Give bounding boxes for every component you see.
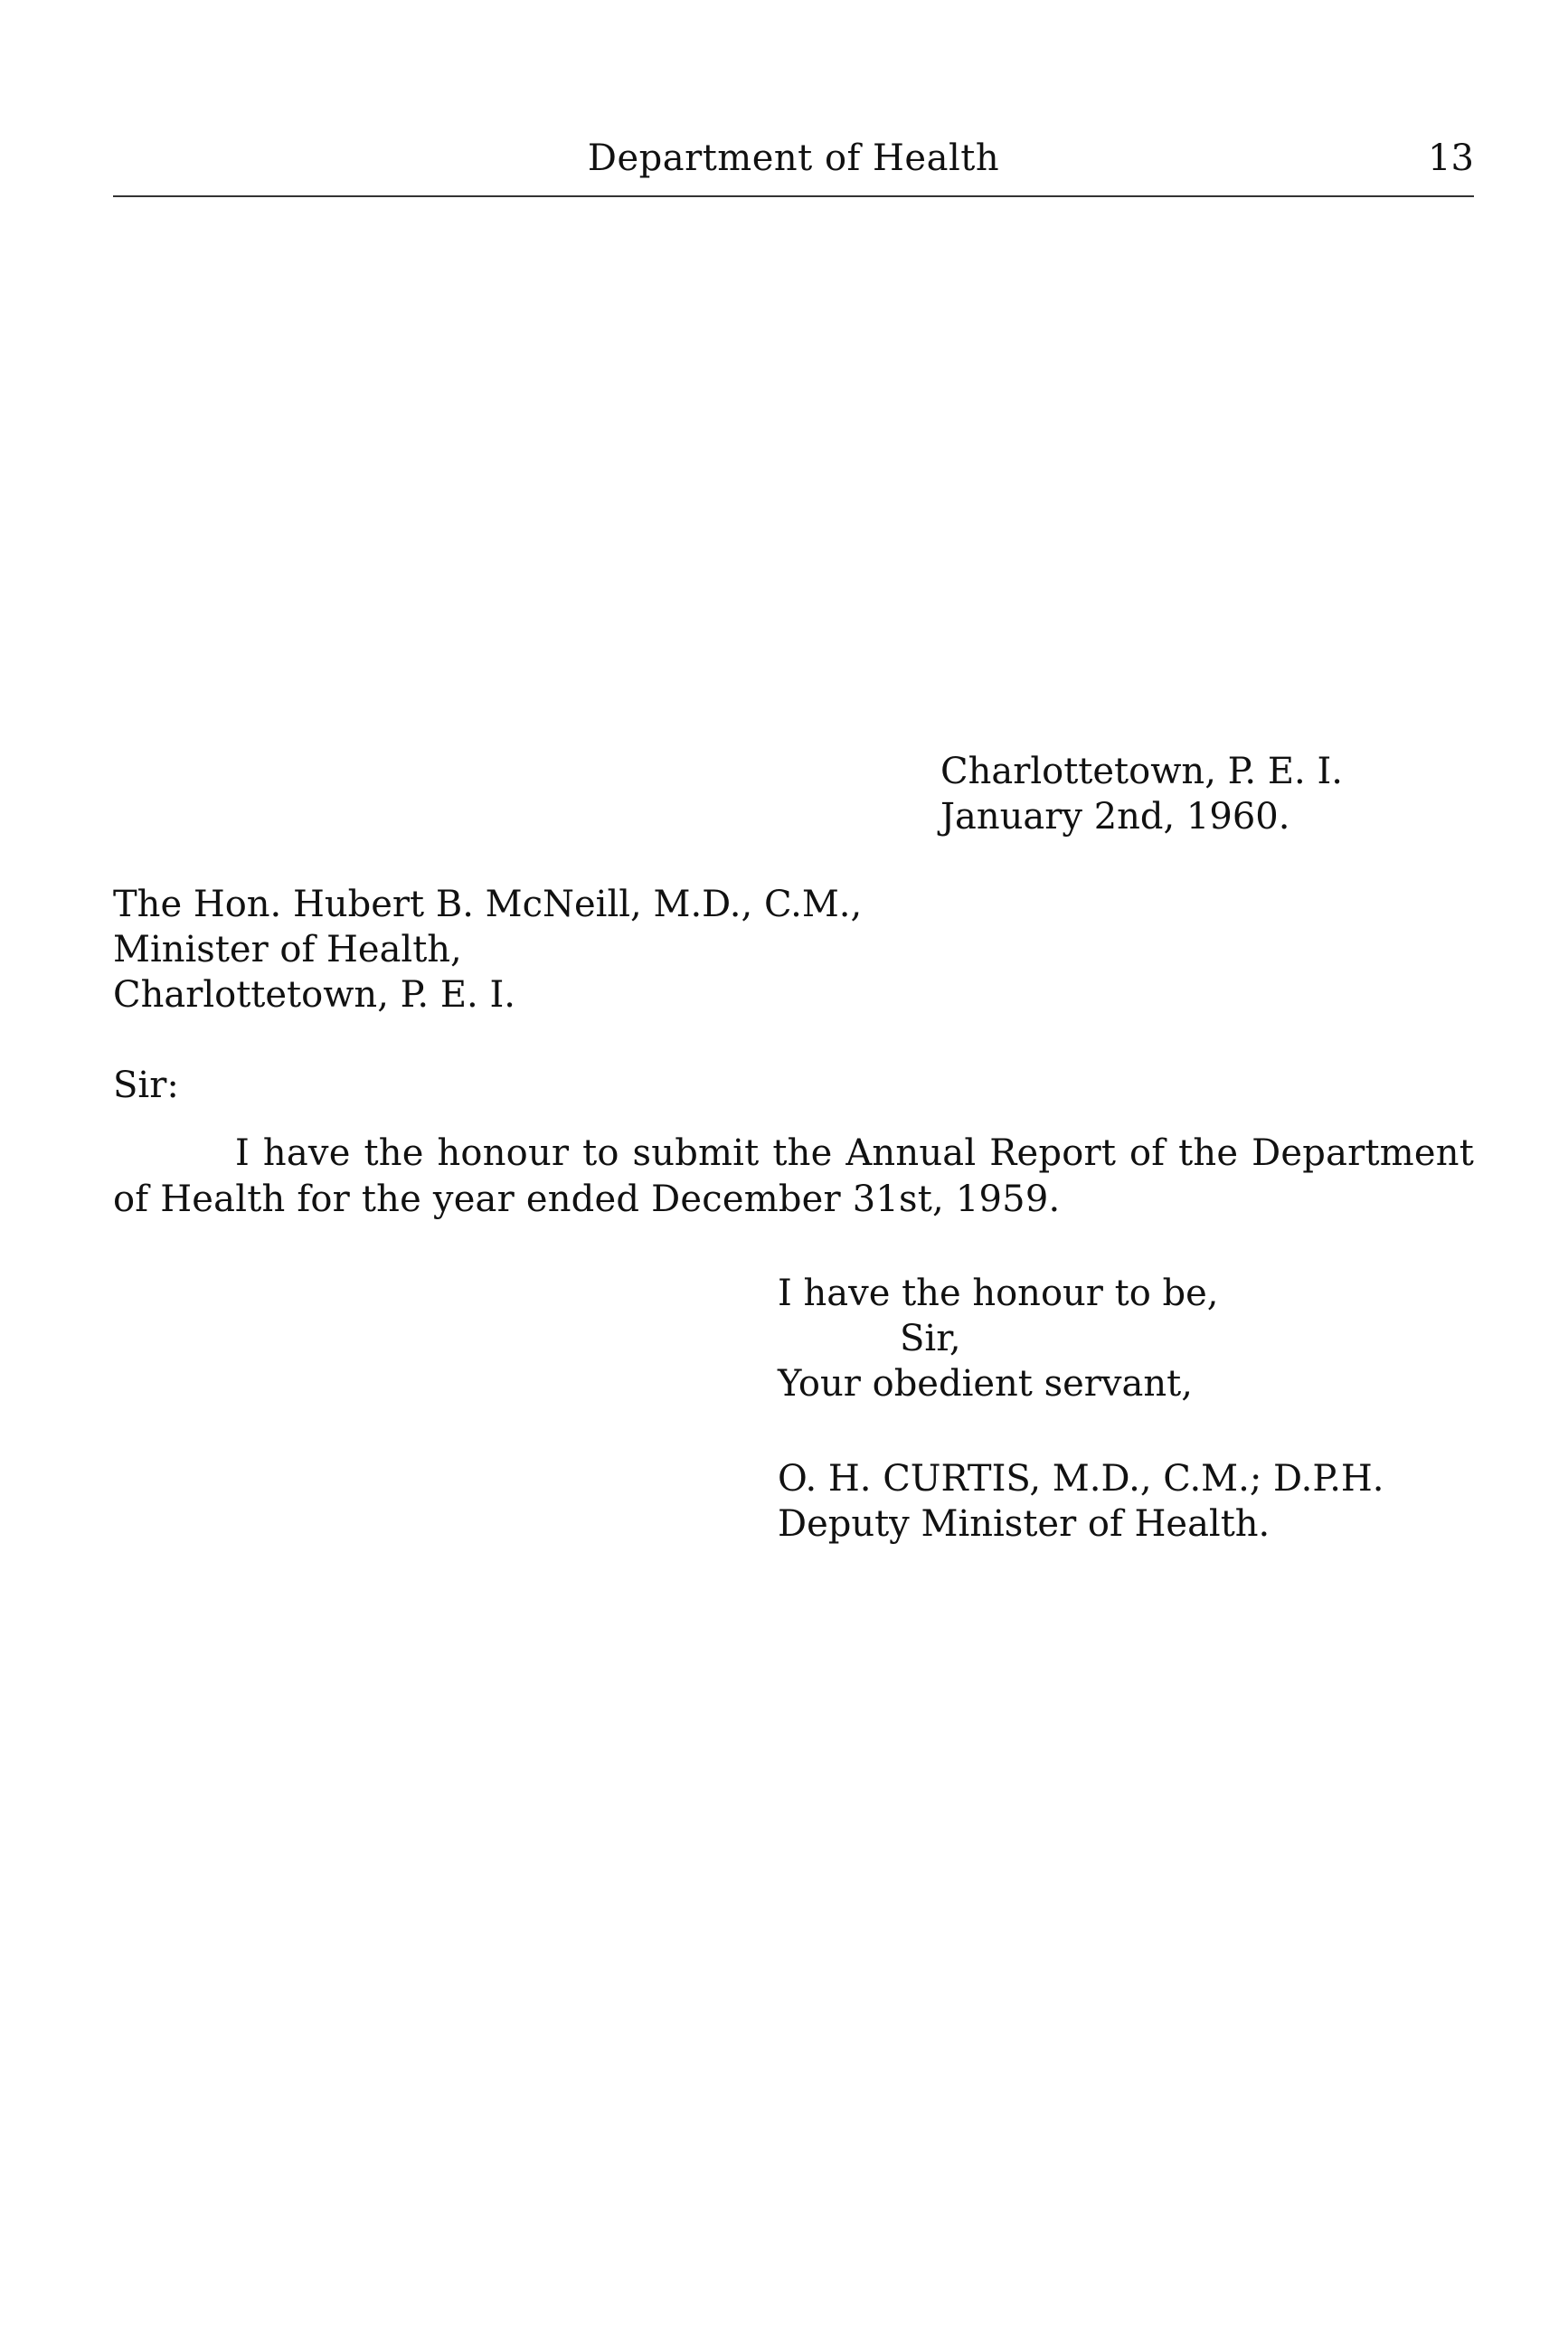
header-title: Department of Health	[587, 137, 1000, 179]
signature-name: O. H. CURTIS, M.D., C.M.; D.P.H.	[778, 1458, 1384, 1500]
running-header	[113, 136, 1474, 190]
addressee-place: Charlottetown, P. E. I.	[113, 974, 515, 1016]
closing-line-1: I have the honour to be,	[778, 1273, 1219, 1314]
body-paragraph: I have the honour to submit the Annual Report of the Department of Health for the year ended December 31st, 1959.	[113, 1132, 1474, 1220]
signature-title: Deputy Minister of Health.	[778, 1503, 1270, 1545]
closing-line-2: Sir,	[900, 1318, 961, 1359]
dateline-date: January 2nd, 1960.	[940, 796, 1290, 838]
addressee-title: Minister of Health,	[113, 929, 462, 970]
dateline-place: Charlottetown, P. E. I.	[940, 751, 1343, 792]
page-number: 13	[1428, 137, 1474, 179]
header-rule	[113, 195, 1474, 197]
salutation: Sir:	[113, 1065, 179, 1106]
addressee-name: The Hon. Hubert B. McNeill, M.D., C.M.,	[113, 884, 863, 925]
closing-line-3: Your obedient servant,	[778, 1363, 1193, 1405]
